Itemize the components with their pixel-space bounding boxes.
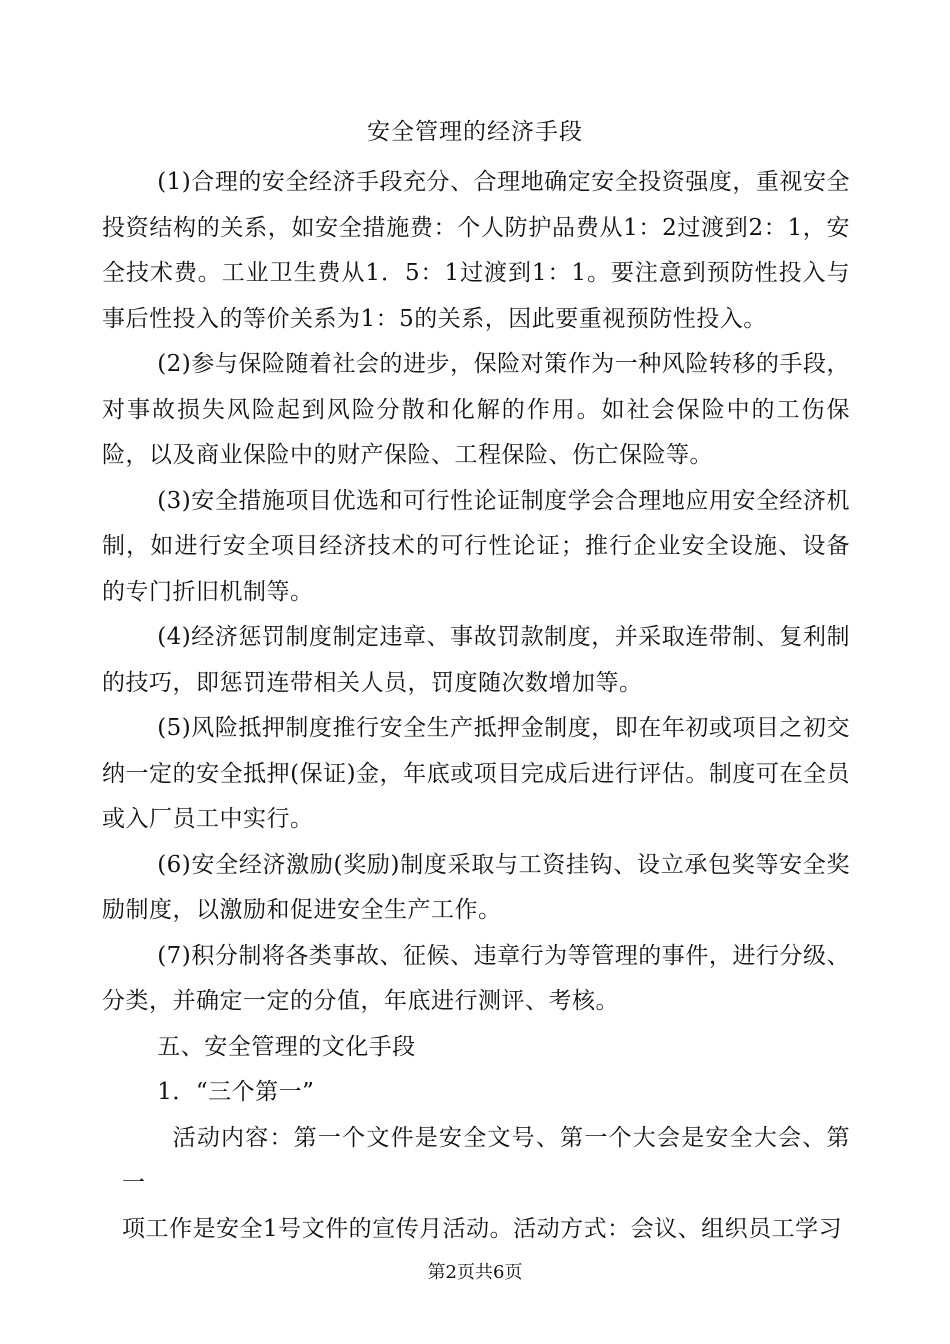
page-number: 第2页共6页	[427, 1262, 523, 1283]
document-body	[102, 160, 850, 1252]
paragraph-3: (3)安全措施项目优选和可行性论证制度学会合理地应用安全经济机制，如进行安全项目经济技术的可行性论证；推行企业安全设施、设备的专门折旧机制等。	[102, 487, 850, 605]
paragraph-4: (4)经济惩罚制度制定违章、事故罚款制度，并采取连带制、复利制的技巧，即惩罚连带相关人员，罚度随次数增加等。	[102, 624, 850, 696]
paragraph-5: (5)风险抵押制度推行安全生产抵押金制度，即在年初或项目之初交纳一定的安全抵押(保证)金，年底或项目完成后进行评估。制度可在全员或入厂员工中实行。	[102, 715, 850, 832]
section-heading: 五、安全管理的文化手段	[157, 1033, 416, 1060]
document-title: 安全管理的经济手段	[367, 119, 583, 145]
activity-line-2: 项工作是安全1号文件的宣传月活动。活动方式：会议、组织员工学习	[122, 1215, 843, 1242]
paragraph-1: (1)合理的安全经济手段充分、合理地确定安全投资强度，重视安全投资结构的关系，如安全措施费：个人防护品费从1：2过渡到2：1，安全技术费。工业卫生费从1．5：1过渡到1：1。要注意到预防性投入与事后性投入的等价关系为1：5的关系，因此要重视预防性投入。	[102, 169, 850, 332]
activity-line-1: 活动内容：第一个文件是安全文号、第一个大会是安全大会、第一	[122, 1124, 850, 1196]
paragraph-2: (2)参与保险随着社会的进步，保险对策作为一种风险转移的手段，对事故损失风险起到风险分散和化解的作用。如社会保险中的工伤保险，以及商业保险中的财产保险、工程保险、伤亡保险等。	[102, 351, 850, 468]
activity-paragraph	[102, 1116, 850, 1253]
paragraph-6: (6)安全经济激励(奖励)制度采取与工资挂钩、设立承包奖等安全奖励制度，以激励和促进安全生产工作。	[102, 851, 850, 923]
paragraph-7: (7)积分制将各类事故、征候、违章行为等管理的事件，进行分级、分类，并确定一定的分值，年底进行测评、考核。	[102, 942, 850, 1014]
subheading: 1．“三个第一”	[157, 1079, 315, 1105]
